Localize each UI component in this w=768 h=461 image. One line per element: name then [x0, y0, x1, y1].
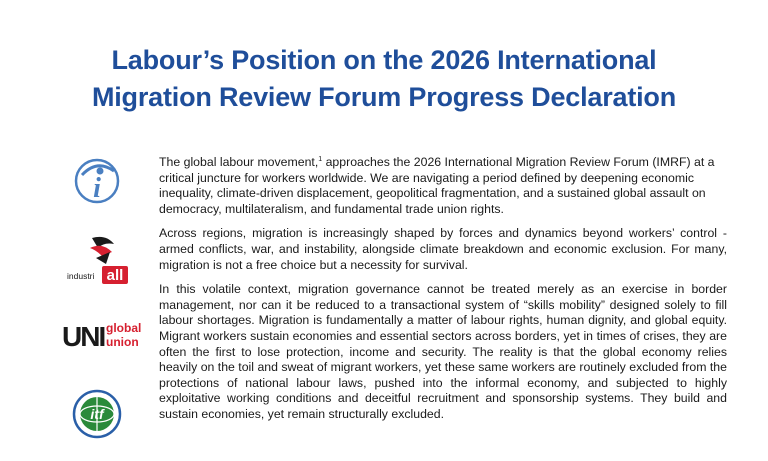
industriall-all: all — [106, 267, 124, 284]
ei-letter: i — [93, 173, 101, 204]
paragraph-1 — [159, 155, 727, 217]
logo-column — [0, 0, 150, 461]
industriall-logo — [66, 234, 132, 286]
uni-global: global — [106, 321, 142, 335]
paragraph-1-rest: approaches the 2026 International Migration Review Forum (IMRF) at a critical juncture for workers worldwide. We are navigating a period defined by deepening economic inequality, climate-driven displacement, geopolitical fragmentation, and a sustained global assault on democracy, multilateralism, and fundamental trade union rights. — [159, 155, 715, 216]
itf-text: itf — [90, 406, 104, 422]
footnote-marker[interactable]: 1 — [318, 155, 323, 163]
title-line-2: Migration Review Forum Progress Declaration — [91, 82, 677, 112]
document-body — [159, 155, 727, 432]
education-international-logo — [74, 157, 120, 205]
itf-logo — [72, 389, 122, 439]
uni-text: UNI — [62, 321, 105, 352]
uni-global-union-logo — [62, 318, 142, 354]
paragraph-1-lead: The global labour movement, — [159, 155, 319, 169]
uni-union: union — [106, 335, 139, 349]
title-line-1: Labour’s Position on the 2026 International — [111, 45, 657, 75]
paragraph-2: Across regions, migration is increasingly shaped by forces and dynamics beyond workers’ control - armed conflicts, war, and instability, alongside climate breakdown and economic exclusion. For many, migration is not a free choice but a necessity for survival. — [159, 226, 727, 272]
paragraph-3: In this volatile context, migration governance cannot be treated merely as an exercise in border management, nor can it be reduced to a transactional system of “skills mobility” designed solely to fill labour shortages. Migration is fundamentally a matter of labour rights, human dignity, and global equity. Migrant workers sustain economies and essential sectors across borders, yet in times of crises, they are often the first to lose protection, income and security. The reality is that the global economy relies heavily on the toil and sweat of migrant workers, yet these same workers are routinely excluded from the protections of national labour laws, pushed into the informal economy, and subjected to highly exploitative working conditions and deceitful recruitment and sponsorship systems. They build and sustain economies, yet remain structurally excluded. — [159, 282, 727, 421]
industriall-text: industri — [67, 271, 95, 281]
